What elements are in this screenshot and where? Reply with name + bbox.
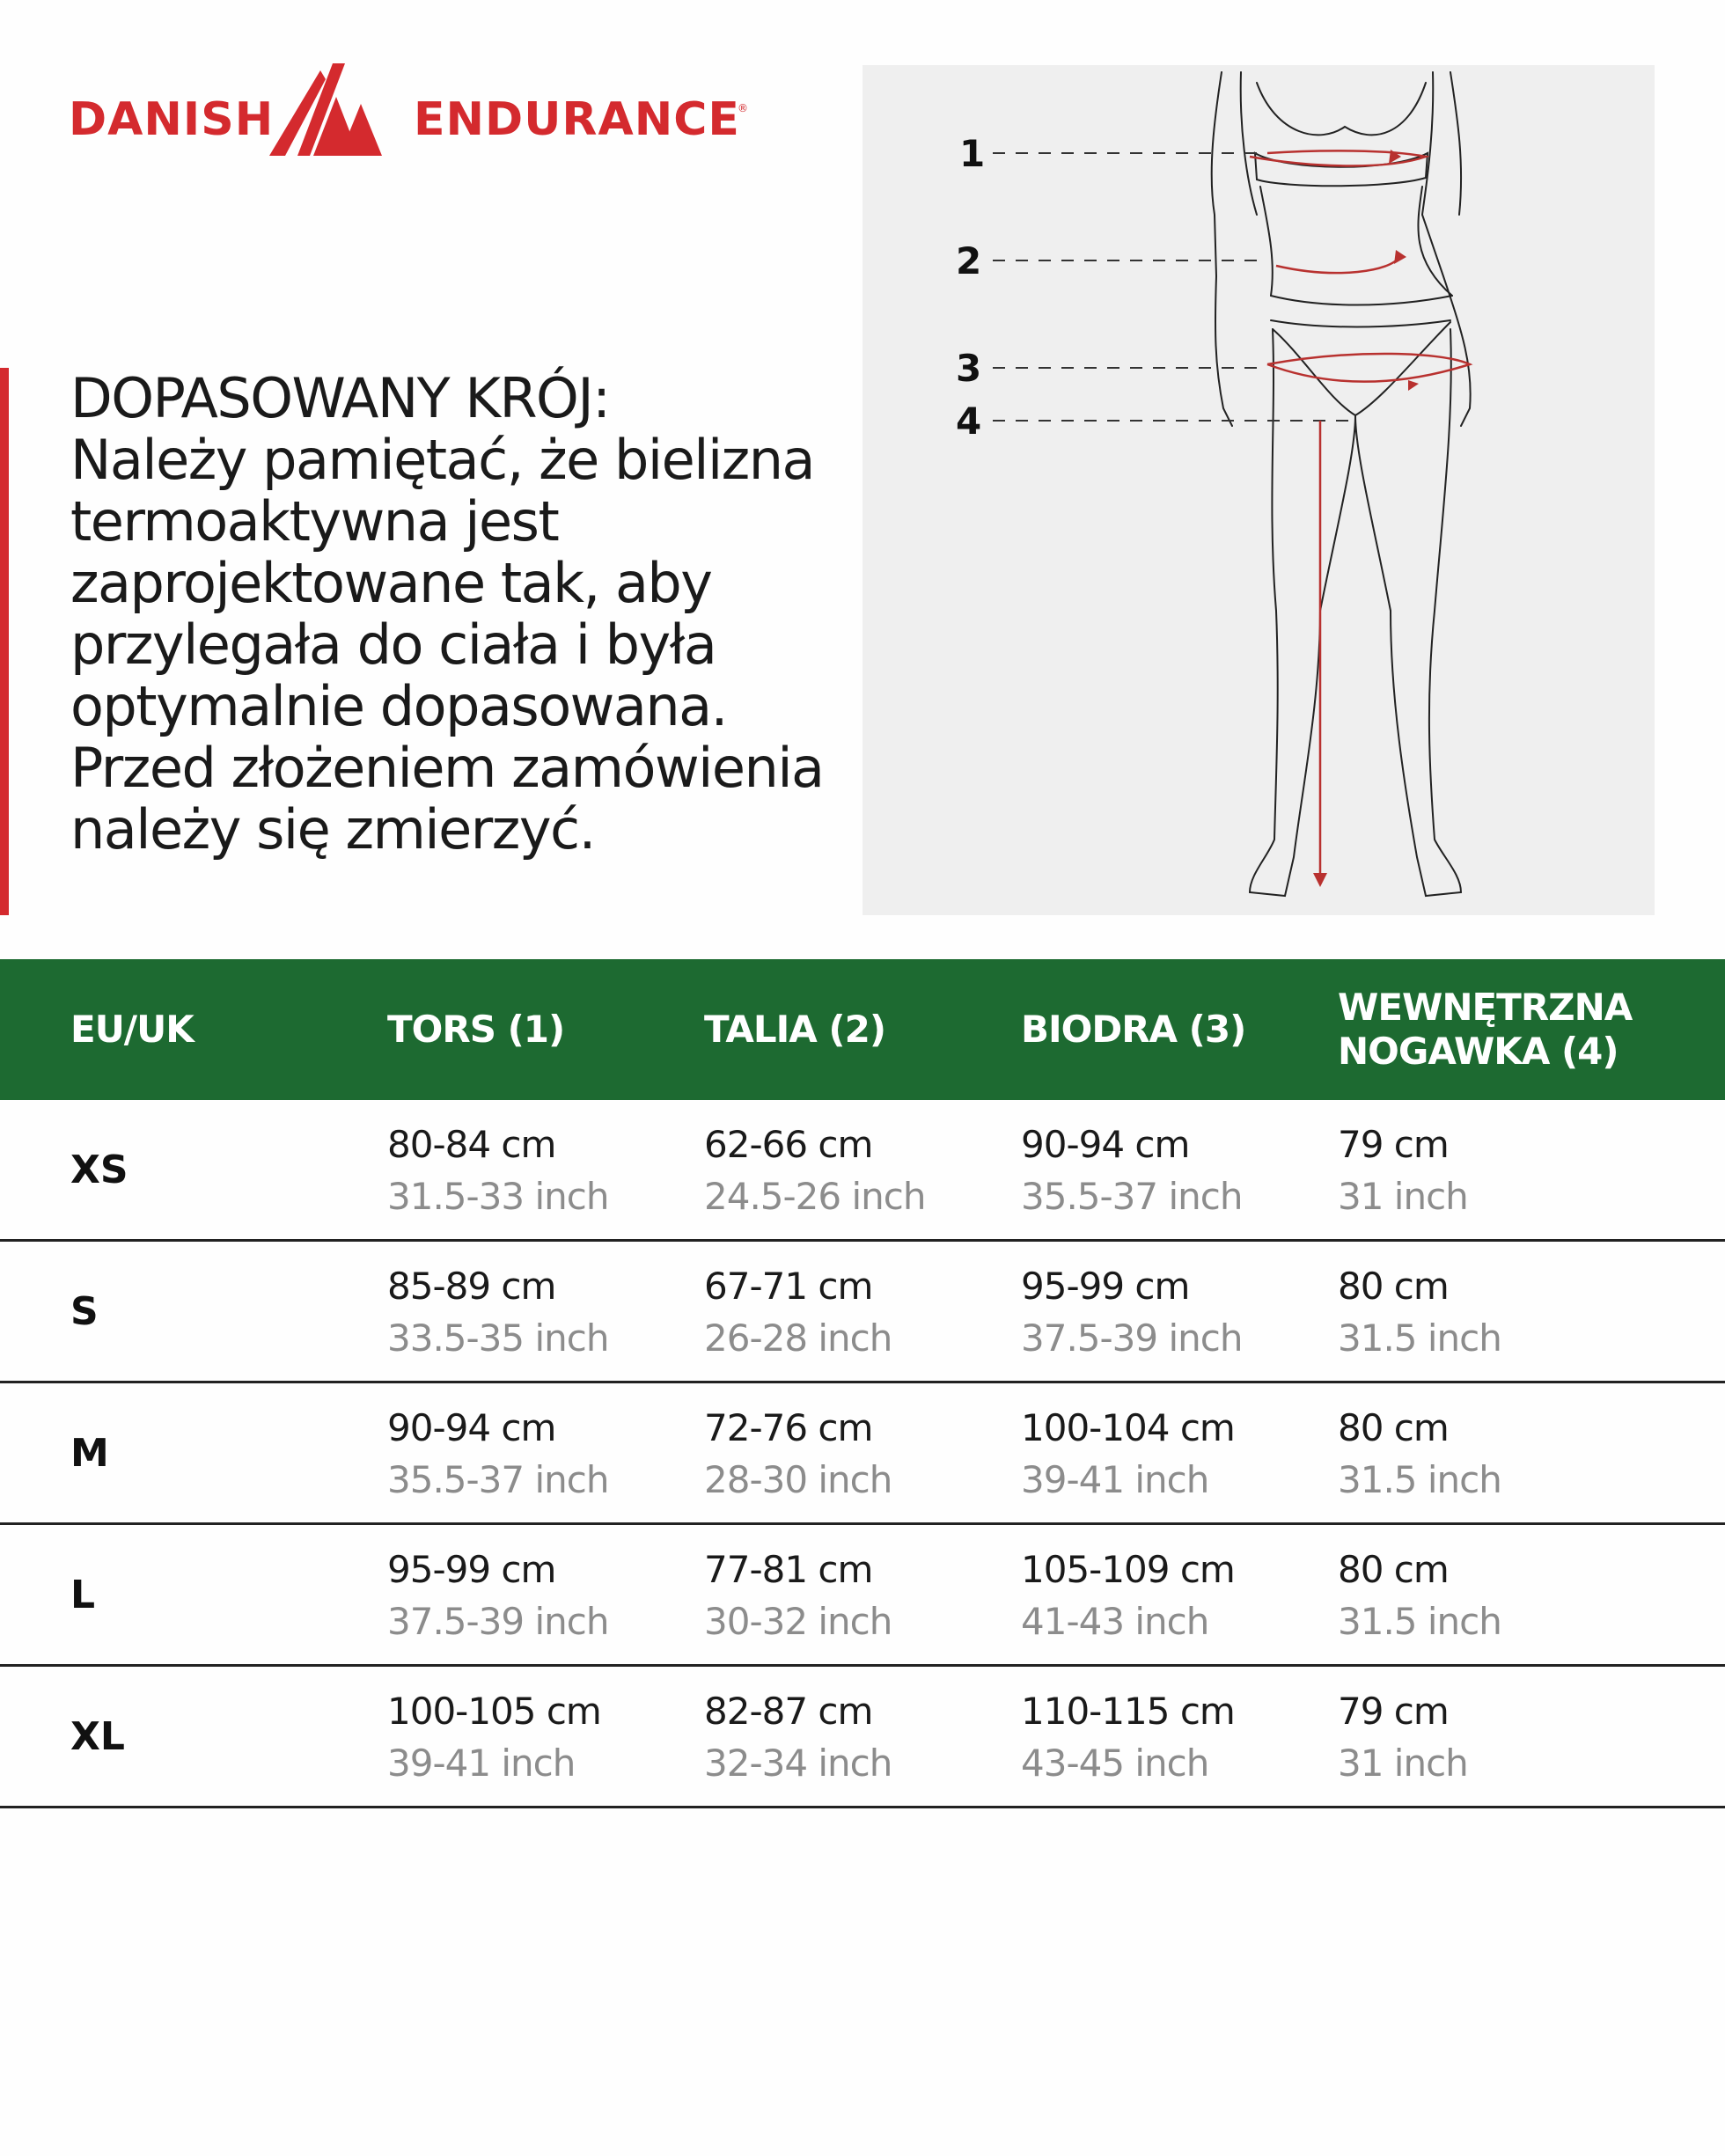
size-label: S (70, 1288, 99, 1334)
table-row (0, 1525, 1725, 1667)
talia-inch: 30-32 inch (704, 1600, 892, 1643)
biodra-cell (1021, 1119, 1242, 1223)
talia-cell (704, 1261, 892, 1365)
nogawka-inch: 31.5 inch (1338, 1600, 1501, 1643)
fit-note-heading: DOPASOWANY KRÓJ: (70, 366, 610, 430)
talia-cm: 67-71 cm (704, 1265, 873, 1308)
biodra-cell (1021, 1261, 1242, 1365)
tors-cell (387, 1686, 601, 1790)
biodra-cm: 90-94 cm (1021, 1123, 1190, 1166)
nogawka-cm: 80 cm (1338, 1265, 1449, 1308)
brand-logo (69, 63, 755, 160)
table-row (0, 1667, 1725, 1808)
talia-cm: 77-81 cm (704, 1548, 873, 1591)
tors-cell (387, 1403, 608, 1507)
tors-cell (387, 1261, 608, 1365)
table-row (0, 1383, 1725, 1525)
biodra-inch: 43-45 inch (1021, 1742, 1209, 1785)
talia-cm: 82-87 cm (704, 1690, 873, 1733)
talia-inch: 32-34 inch (704, 1742, 892, 1785)
nogawka-inch: 31.5 inch (1338, 1316, 1501, 1360)
table-row (0, 1100, 1725, 1242)
mountain-logo-icon (269, 63, 401, 156)
size-table (0, 959, 1725, 1808)
nogawka-cell (1338, 1544, 1501, 1648)
talia-cell (704, 1119, 925, 1223)
column-header-biodra: BIODRA (3) (1021, 1008, 1246, 1051)
table-header (0, 959, 1725, 1100)
tors-cm: 95-99 cm (387, 1548, 556, 1591)
column-header-size: EU/UK (70, 1008, 194, 1051)
tors-cm: 80-84 cm (387, 1123, 556, 1166)
column-header-nogawka: WEWNĘTRZNA NOGAWKA (4) (1338, 986, 1633, 1073)
nogawka-cm: 80 cm (1338, 1406, 1449, 1449)
tors-inch: 33.5-35 inch (387, 1316, 609, 1360)
biodra-cm: 105-109 cm (1021, 1548, 1235, 1591)
accent-bar (0, 368, 9, 915)
body-measurement-illustration-icon (862, 65, 1655, 915)
tors-inch: 31.5-33 inch (387, 1175, 609, 1218)
biodra-inch: 35.5-37 inch (1021, 1175, 1243, 1218)
tors-cell (387, 1544, 608, 1648)
measure-marker-4: 4 (956, 400, 982, 443)
nogawka-cm: 79 cm (1338, 1690, 1449, 1733)
talia-inch: 28-30 inch (704, 1458, 892, 1501)
size-label: XS (70, 1147, 128, 1192)
biodra-inch: 37.5-39 inch (1021, 1316, 1243, 1360)
nogawka-inch: 31 inch (1338, 1742, 1468, 1785)
biodra-cell (1021, 1544, 1235, 1648)
nogawka-inch: 31.5 inch (1338, 1458, 1501, 1501)
nogawka-inch: 31 inch (1338, 1175, 1468, 1218)
tors-inch: 37.5-39 inch (387, 1600, 609, 1643)
tors-cm: 90-94 cm (387, 1406, 556, 1449)
column-header-tors: TORS (1) (387, 1008, 565, 1051)
talia-inch: 26-28 inch (704, 1316, 892, 1360)
biodra-cm: 110-115 cm (1021, 1690, 1235, 1733)
registered-mark: ® (738, 102, 748, 114)
nogawka-cell (1338, 1403, 1501, 1507)
talia-cm: 62-66 cm (704, 1123, 873, 1166)
brand-word-danish: DANISH (69, 93, 275, 146)
fit-note (70, 368, 845, 861)
biodra-inch: 39-41 inch (1021, 1458, 1209, 1501)
measure-marker-2: 2 (956, 239, 982, 282)
biodra-inch: 41-43 inch (1021, 1600, 1209, 1643)
fit-note-body: Należy pamiętać, że bielizna termoaktywna jest zaprojektowane tak, aby przylegała do ciała i była optymalnie dopasowana. Przed złożeniem zamówienia należy się zmierzyć. (70, 428, 824, 862)
talia-cell (704, 1403, 892, 1507)
talia-inch: 24.5-26 inch (704, 1175, 926, 1218)
nogawka-cell (1338, 1119, 1468, 1223)
table-row (0, 1242, 1725, 1383)
biodra-cm: 100-104 cm (1021, 1406, 1235, 1449)
biodra-cell (1021, 1403, 1235, 1507)
tors-cell (387, 1119, 608, 1223)
brand-word-endurance: ENDURANCE (414, 93, 740, 146)
biodra-cm: 95-99 cm (1021, 1265, 1190, 1308)
size-label: XL (70, 1713, 125, 1759)
tors-inch: 39-41 inch (387, 1742, 576, 1785)
tors-cm: 85-89 cm (387, 1265, 556, 1308)
size-label: M (70, 1430, 109, 1476)
measure-marker-1: 1 (959, 132, 986, 175)
nogawka-cm: 80 cm (1338, 1548, 1449, 1591)
measure-marker-3: 3 (956, 347, 982, 390)
nogawka-cell (1338, 1261, 1501, 1365)
size-label: L (70, 1572, 96, 1617)
talia-cell (704, 1686, 892, 1790)
tors-cm: 100-105 cm (387, 1690, 601, 1733)
nogawka-cell (1338, 1686, 1468, 1790)
nogawka-cm: 79 cm (1338, 1123, 1449, 1166)
tors-inch: 35.5-37 inch (387, 1458, 609, 1501)
biodra-cell (1021, 1686, 1235, 1790)
column-header-talia: TALIA (2) (704, 1008, 886, 1051)
talia-cm: 72-76 cm (704, 1406, 873, 1449)
talia-cell (704, 1544, 892, 1648)
measurement-figure-panel (862, 65, 1655, 915)
